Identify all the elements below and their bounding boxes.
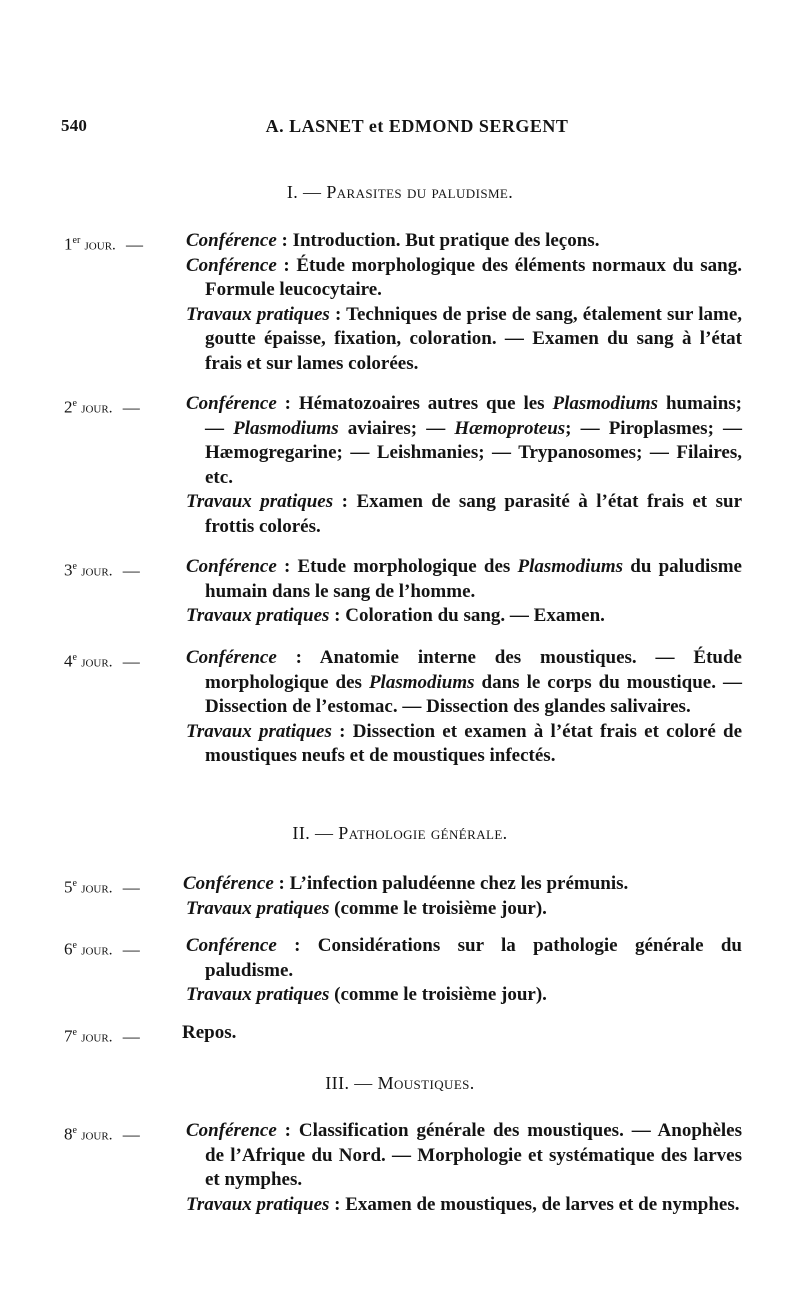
day-word: jour. <box>81 563 113 580</box>
taxon-name: Plasmodiums <box>517 556 624 577</box>
day-number: 4 <box>64 651 73 671</box>
page-number: 540 <box>61 116 88 135</box>
lecture-text: humains; — <box>205 393 742 439</box>
day-word: jour. <box>81 880 113 897</box>
dash: — <box>122 651 140 671</box>
taxon-name: Plasmodiums <box>552 393 659 414</box>
lecture-text: : Hématozoaires autres que les <box>276 393 553 414</box>
practicals-label: Travaux pratiques <box>186 605 330 626</box>
day-word: jour. <box>81 654 113 671</box>
practicals-label: Travaux pratiques <box>186 897 330 919</box>
lecture-text: dans le corps du moustique. — Dissection de l’estomac. — Dissection des glandes salivaires. <box>205 671 742 717</box>
day-ordinal: e <box>72 652 77 663</box>
practicals-text: : Examen de sang parasité à l’état frais et sur frottis colorés. <box>205 491 743 537</box>
lecture-text: : Etude morphologique des <box>276 556 518 577</box>
practicals-label: Travaux pratiques <box>186 1193 330 1215</box>
day-ordinal: er <box>72 235 81 246</box>
lecture-text: : Introduction. But pratique des leçons. <box>276 230 600 251</box>
practicals-text: (comme le troisième jour). <box>329 897 547 919</box>
day-entry-4 <box>62 646 742 769</box>
day-ordinal: e <box>72 878 77 889</box>
day-word: jour. <box>84 237 116 254</box>
practicals-label: Travaux pratiques <box>186 303 330 325</box>
dash: — <box>122 1026 140 1046</box>
rest-text: Repos. <box>182 1022 237 1043</box>
taxon-name: Hæmoproteus <box>454 417 566 439</box>
day-entry-1 <box>62 229 742 376</box>
practicals-text: (comme le troisième jour). <box>329 984 547 1005</box>
lecture-text: du paludisme humain dans le sang de l’homme. <box>205 556 742 602</box>
day-entry-3 <box>62 555 742 629</box>
lecture-label: Conférence <box>186 254 277 276</box>
day-number: 1 <box>64 234 73 254</box>
practicals-text: : Techniques de prise de sang, étalement sur lame, goutte épaisse, fixation, coloration. — Examen du sang à l’état frais et sur lames colorées. <box>205 303 743 374</box>
day-number: 8 <box>64 1124 73 1144</box>
day-ordinal: e <box>72 1125 77 1136</box>
day-number: 2 <box>64 397 73 417</box>
day-entry-5 <box>62 872 742 921</box>
day-number: 6 <box>64 939 73 959</box>
day-word: jour. <box>81 400 113 417</box>
lecture-label: Conférence <box>186 393 277 414</box>
day-entry-2 <box>62 392 742 539</box>
section-title-2: II. — Pathologie générale. <box>292 823 508 843</box>
lecture-label: Conférence <box>186 230 277 251</box>
dash: — <box>122 939 140 959</box>
dash: — <box>122 1124 140 1144</box>
day-entry-7 <box>62 1021 742 1046</box>
day-number: 3 <box>64 560 73 580</box>
lecture-label: Conférence <box>186 935 277 956</box>
lecture-text: : Classification générale des moustiques. — Anophèles de l’Afrique du Nord. — Morphologie et systématique des larves et nymphes. <box>205 1120 742 1190</box>
day-entry-8 <box>62 1119 742 1217</box>
practicals-label: Travaux pratiques <box>186 984 330 1005</box>
section-title-3: III. — Moustiques. <box>325 1073 475 1093</box>
day-ordinal: e <box>72 398 77 409</box>
lecture-text: : L’infection paludéenne chez les prémunis. <box>273 873 629 894</box>
lecture-label: Conférence <box>186 647 277 668</box>
day-word: jour. <box>81 942 113 959</box>
practicals-text: : Coloration du sang. — Examen. <box>329 605 605 626</box>
lecture-label: Conférence <box>186 1120 277 1141</box>
day-entry-6 <box>62 934 742 1008</box>
lecture-text: : Anatomie interne des moustiques. — Étude morphologique des <box>205 647 742 693</box>
running-head: A. LASNET et EDMOND SERGENT <box>265 116 569 136</box>
section-title-1: I. — Parasites du paludisme. <box>286 182 514 202</box>
practicals-label: Travaux pratiques <box>186 720 332 742</box>
dash: — <box>122 397 140 417</box>
lecture-text: aviaires; — <box>338 417 455 439</box>
dash: — <box>122 877 140 897</box>
day-number: 7 <box>64 1026 73 1046</box>
taxon-name: Plasmodiums <box>368 671 475 693</box>
lecture-label: Conférence <box>186 556 277 577</box>
dash: — <box>122 560 140 580</box>
day-number: 5 <box>64 877 73 897</box>
practicals-text: : Examen de moustiques, de larves et de nymphes. <box>329 1193 740 1215</box>
taxon-name: Plasmodiums <box>233 417 339 439</box>
day-ordinal: e <box>72 561 77 572</box>
lecture-text: ; — Piroplasmes; — Hæmogregarine; — Leishmanies; — Trypanosomes; — Filaires, etc. <box>205 417 743 488</box>
lecture-label: Conférence <box>183 873 274 894</box>
day-ordinal: e <box>72 940 77 951</box>
lecture-text: : Étude morphologique des éléments normaux du sang. Formule leucocytaire. <box>205 254 742 300</box>
lecture-text: : Considérations sur la pathologie générale du paludisme. <box>205 935 742 981</box>
day-ordinal: e <box>72 1027 77 1038</box>
day-word: jour. <box>81 1127 113 1144</box>
practicals-text: : Dissection et examen à l’état frais et coloré de moustiques neufs et de moustiques infectés. <box>205 720 743 766</box>
dash: — <box>126 234 144 254</box>
day-word: jour. <box>81 1029 113 1046</box>
practicals-label: Travaux pratiques <box>186 491 334 512</box>
